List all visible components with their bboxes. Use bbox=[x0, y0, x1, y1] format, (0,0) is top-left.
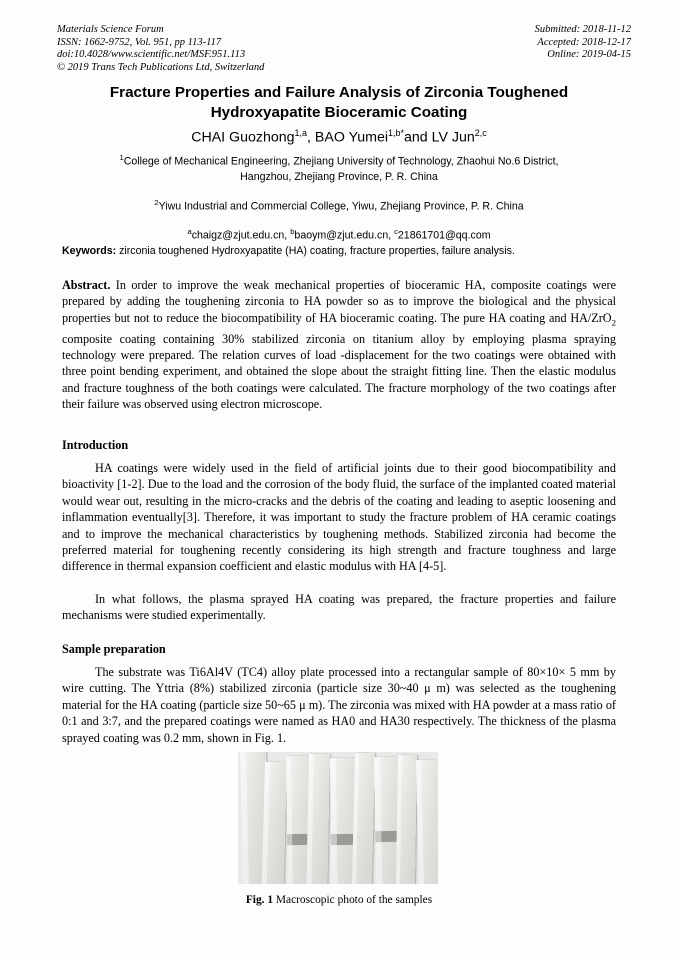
accepted-date: Accepted: 2018-12-17 bbox=[537, 36, 631, 48]
author-sup-3: 2,c bbox=[474, 128, 487, 138]
journal-issn: ISSN: 1662-9752, Vol. 951, pp 113-117 bbox=[57, 36, 222, 48]
journal-header bbox=[57, 24, 631, 74]
journal-doi: doi:10.4028/www.scientific.net/MSF.951.113 bbox=[57, 49, 246, 61]
introduction-paragraph-1: HA coatings were widely used in the field of artificial joints due to their good biocompatibility and bioactivity [1-2]. Due to the load and the corrosion of the body fluid, the surface of the implanted coated material would wear out, resulting in the micro-cracks and the debris of the coating and leading to aseptic loosening and inflammation eventually[3]. Therefore, it was important to study the fracture problem of HA ceramic coatings and to improve the mechanical characteristics by toughening methods. Stabilized zirconia had become the preferred material for toughening recently considering its high strength and fracture toughness and large difference in thermal expansion coefficient and elastic modulus with HA [4-5]. bbox=[62, 461, 616, 574]
journal-copyright: © 2019 Trans Tech Publications Ltd, Switzerland bbox=[57, 61, 265, 73]
email-address-a[interactable]: chaigz@zjut.edu.cn, bbox=[191, 229, 291, 242]
author-sup-1: 1,a bbox=[294, 128, 308, 138]
section-heading-sample-preparation: Sample preparation bbox=[62, 642, 166, 656]
author-separator-2: and bbox=[404, 129, 432, 146]
affiliation-1 bbox=[60, 150, 618, 186]
author-sup-2: 1,b* bbox=[388, 128, 405, 138]
journal-header-left bbox=[57, 24, 264, 74]
journal-header-right bbox=[535, 24, 631, 62]
affiliations-block bbox=[60, 150, 618, 244]
specimen-bar bbox=[306, 754, 330, 884]
affiliation-2-text: Yiwu Industrial and Commercial College, Yiwu, Zhejiang Province, P. R. China bbox=[158, 200, 524, 213]
formula-subscript: 2 bbox=[611, 317, 616, 328]
figure-1-photo bbox=[238, 752, 438, 884]
email-address-b[interactable]: baoym@zjut.edu.cn, bbox=[294, 229, 395, 242]
abstract-text-part-2: composite coating containing 30% stabilized zirconia on titanium alloy by employing plasma spraying technology were prepared. The relation curves of load -displacement for the two coatings were obtained with three point bending experiment, and obtained the slope about the straight fitting line. Then the elastic modulus and fracture toughness of the both coatings were calculated. The fracture morphology of the two coatings after their failure was observed using electron microscope. bbox=[62, 331, 616, 412]
affiliation-2 bbox=[60, 195, 618, 215]
author-separator-1: , bbox=[307, 129, 315, 146]
email-address-c[interactable]: 21861701@qq.com bbox=[397, 229, 491, 242]
figure-1-caption-text: Macroscopic photo of the samples bbox=[273, 894, 433, 906]
specimen-bar bbox=[396, 755, 417, 884]
online-date: Online: 2019-04-15 bbox=[547, 49, 631, 61]
author-list bbox=[68, 124, 610, 147]
page-title: Fracture Properties and Failure Analysis of Zirconia Toughened Hydroxyapatite Bioceramic Coating bbox=[109, 84, 569, 121]
sample-preparation-paragraph-1: The substrate was Ti6Al4V (TC4) alloy plate processed into a rectangular sample of 80×10× 5 mm by wire cutting. The Yttria (8%) stabilized zirconia (particle size 30~40 μ m) was selected as the toughening material for the HA coating (particle size 50~65 μ m). The zirconia was mixed with HA powder at a mass ratio of 0:1 and 3:7, and the prepared coatings were named as HA0 and HA30 respectively. The thickness of the plasma sprayed coating was 0.2 mm, shown in Fig. 1. bbox=[62, 665, 616, 745]
keywords-label: Keywords: bbox=[62, 245, 117, 257]
figure-1-label: Fig. 1 bbox=[245, 894, 274, 906]
affiliation-1-marker: 1 bbox=[119, 153, 124, 162]
email-marker-c: c bbox=[394, 226, 398, 236]
email-marker-a: a bbox=[187, 226, 192, 236]
author-name-3: LV Jun bbox=[431, 129, 475, 146]
affiliation-1-line-2: Hangzhou, Zhejiang Province, P. R. China bbox=[240, 171, 438, 184]
email-marker-b: b bbox=[290, 226, 295, 236]
author-emails bbox=[60, 224, 618, 244]
specimen-bar bbox=[261, 762, 287, 884]
specimen-bar bbox=[416, 760, 438, 884]
specimen-bar bbox=[352, 753, 375, 884]
introduction-paragraph-2: In what follows, the plasma sprayed HA coating was prepared, the fracture properties and failure mechanisms were studied experimentally. bbox=[62, 592, 616, 623]
section-heading-introduction: Introduction bbox=[62, 438, 129, 452]
author-name-1: CHAI Guozhong bbox=[191, 129, 295, 146]
journal-name: Materials Science Forum bbox=[57, 24, 164, 35]
affiliation-2-marker: 2 bbox=[154, 197, 159, 207]
keywords-text: zirconia toughened Hydroxyapatite (HA) coating, fracture properties, failure analysis. bbox=[116, 245, 515, 257]
figure-1-caption bbox=[62, 893, 616, 907]
abstract-text-part-1: In order to improve the weak mechanical properties of bioceramic HA, composite coatings were prepared by adding the toughening zirconia to HA powder so as to improve the biological and the physical properties but not to reduce the biocompatibility of HA bioceramic coating. The pure HA coating and HA/ZrO bbox=[62, 278, 616, 325]
affiliation-1-line-1: College of Mechanical Engineering, Zhejiang University of Technology, Zhaohui No.6 District, bbox=[123, 155, 559, 168]
submitted-date: Submitted: 2018-11-12 bbox=[534, 24, 631, 35]
abstract-label: Abstract. bbox=[62, 278, 111, 292]
figure-1 bbox=[238, 752, 438, 884]
abstract-paragraph bbox=[62, 277, 616, 413]
author-name-2: BAO Yumei bbox=[314, 129, 388, 146]
keywords-line bbox=[62, 244, 618, 258]
